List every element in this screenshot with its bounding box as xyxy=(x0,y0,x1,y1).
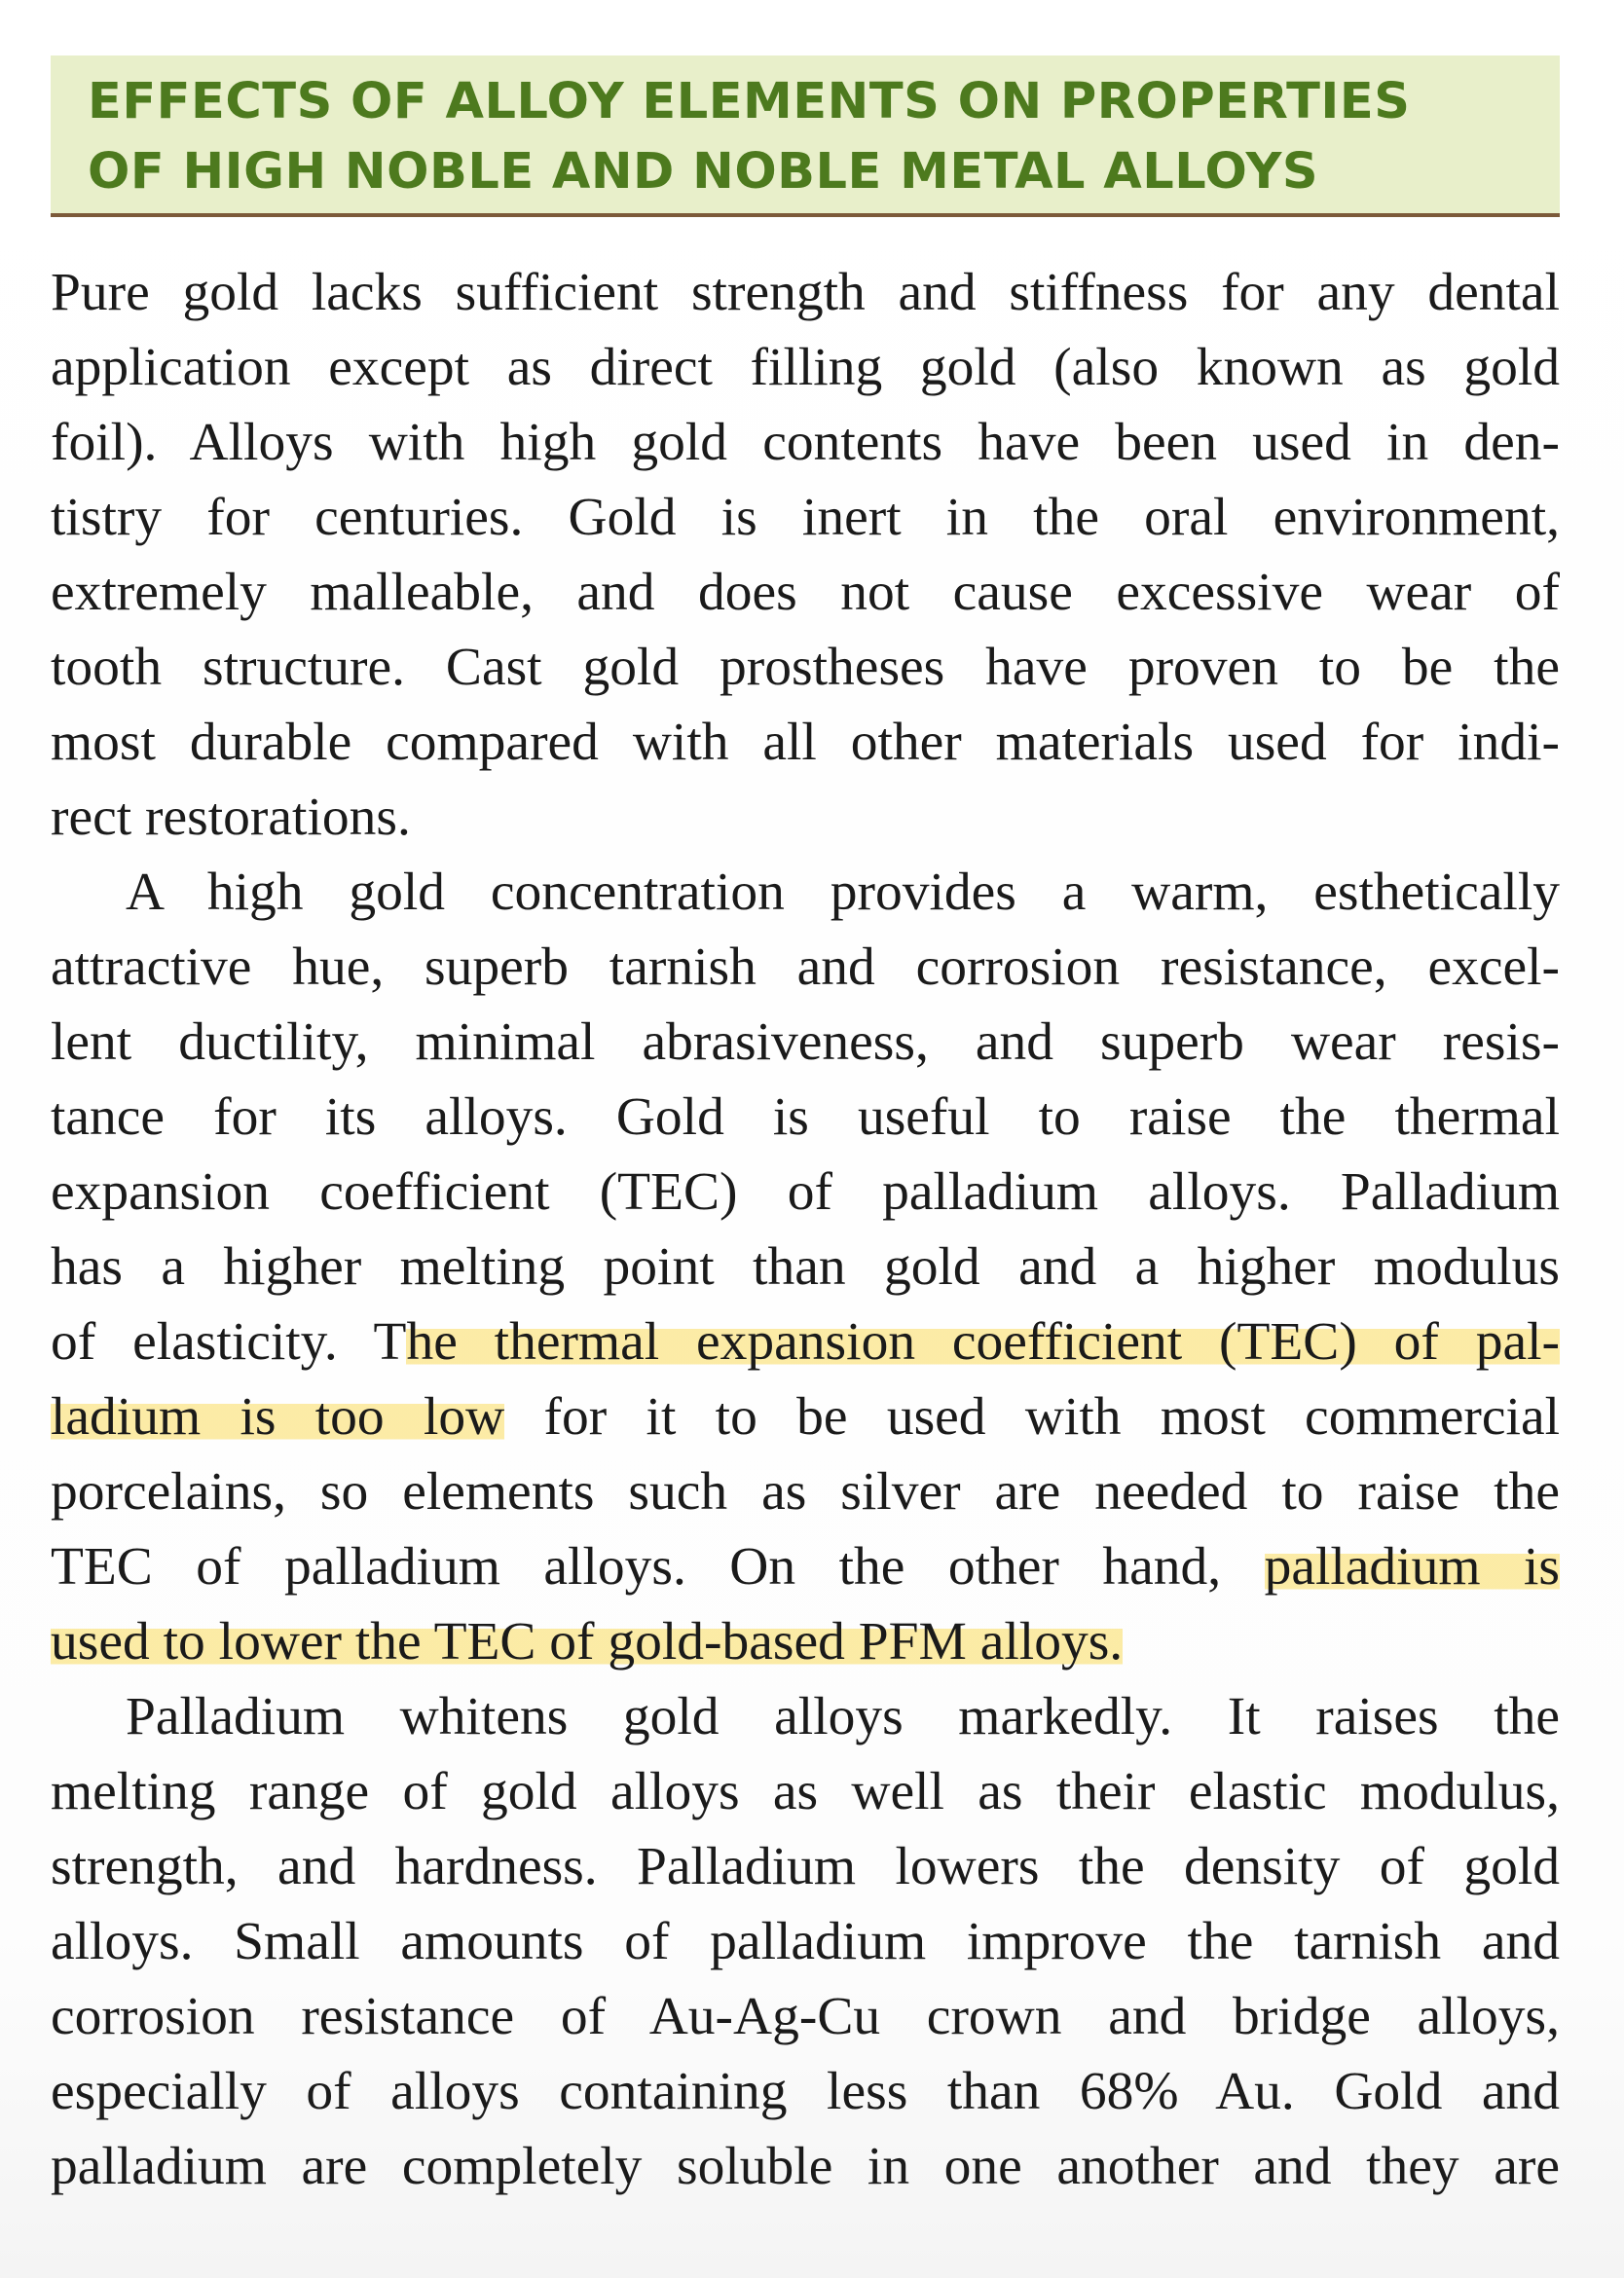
section-heading xyxy=(51,55,1560,217)
text-line: strength, and hardness. Palladium lowers the density of gold xyxy=(51,1837,1560,1896)
text-line: corrosion resistance of Au-Ag-Cu crown and bridge alloys, xyxy=(51,1987,1560,2046)
text-line xyxy=(51,1529,1560,1604)
text-run: of elasticity. T xyxy=(51,1312,407,1372)
text-run: TEC of palladium alloys. On the other hand, xyxy=(51,1537,1265,1597)
highlighted-text: he thermal expansion coefficient (TEC) of pal- xyxy=(406,1312,1561,1372)
text-line xyxy=(51,1604,1560,1679)
text-line: Pure gold lacks sufficient strength and stiffness for any dental xyxy=(51,263,1560,322)
heading-line-1: EFFECTS OF ALLOY ELEMENTS ON PROPERTIES xyxy=(88,73,1411,130)
text-line: most durable compared with all other materials used for indi- xyxy=(51,713,1560,772)
text-line: has a higher melting point than gold and a higher modulus xyxy=(51,1237,1560,1297)
paragraph-2 xyxy=(51,855,1560,1679)
text-line: A high gold concentration provides a warm, esthetically xyxy=(126,863,1560,922)
highlighted-text: used to lower the TEC of gold-based PFM alloys. xyxy=(51,1612,1124,1672)
text-line: lent ductility, minimal abrasiveness, and superb wear resis- xyxy=(51,1012,1560,1072)
paragraph-3 xyxy=(51,1679,1560,2204)
paragraph-1 xyxy=(51,255,1560,855)
text-line: palladium are completely soluble in one another and they are xyxy=(51,2137,1560,2196)
text-line: attractive hue, superb tarnish and corrosion resistance, excel- xyxy=(51,937,1560,997)
text-line: tance for its alloys. Gold is useful to raise the thermal xyxy=(51,1087,1560,1147)
body-text xyxy=(51,255,1560,2204)
text-line: tistry for centuries. Gold is inert in the oral environment, xyxy=(51,488,1560,547)
text-line: porcelains, so elements such as silver are needed to raise the xyxy=(51,1462,1560,1522)
text-line: tooth structure. Cast gold prostheses have proven to be the xyxy=(51,638,1560,697)
text-line: alloys. Small amounts of palladium improve the tarnish and xyxy=(51,1912,1560,1971)
text-line xyxy=(51,1304,1560,1379)
text-line: application except as direct filling gold (also known as gold xyxy=(51,338,1560,397)
text-line: melting range of gold alloys as well as their elastic modulus, xyxy=(51,1762,1560,1821)
text-line xyxy=(51,1379,1560,1454)
highlighted-text: ladium is too low xyxy=(51,1387,505,1447)
text-line: foil). Alloys with high gold contents have been used in den- xyxy=(51,413,1560,472)
text-line: especially of alloys containing less than 68% Au. Gold and xyxy=(51,2062,1560,2121)
highlighted-text: palladium is xyxy=(1264,1537,1561,1597)
heading-line-2: OF HIGH NOBLE AND NOBLE METAL ALLOYS xyxy=(88,143,1319,201)
text-line: rect restorations. xyxy=(51,788,411,847)
text-line: expansion coefficient (TEC) of palladium alloys. Palladium xyxy=(51,1162,1560,1222)
text-line: Palladium whitens gold alloys markedly. It raises the xyxy=(126,1687,1560,1746)
text-run: for it to be used with most commercial xyxy=(504,1387,1560,1447)
text-line: extremely malleable, and does not cause excessive wear of xyxy=(51,563,1560,622)
